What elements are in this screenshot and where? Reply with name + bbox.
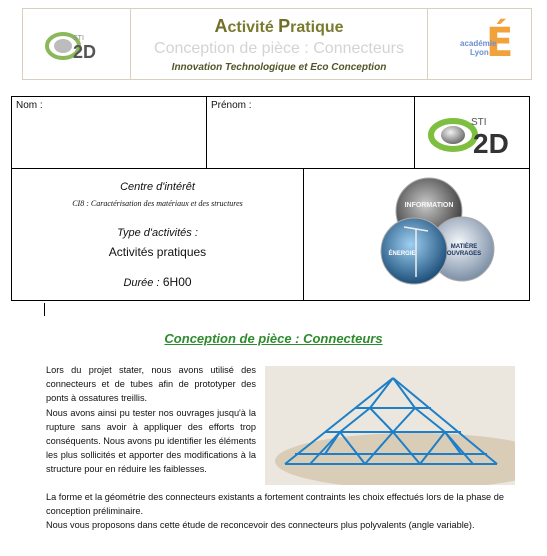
theme-spheres-image: [304, 169, 529, 300]
sphere-label-information: INFORMATION: [404, 202, 454, 209]
paragraph-1: Lors du projet stater, nous avons utilisé des connecteurs et de tubes afin de prototyper des ponts à ossatures treillis.: [46, 365, 256, 404]
name-row: [12, 97, 529, 169]
academie-label: académie: [460, 39, 497, 48]
logo-2d-text: 2D: [473, 128, 509, 157]
academie-logo-cell: [427, 9, 531, 79]
academie-lyon-logo: [456, 21, 526, 69]
sphere-label-matiere: MATIÈRE OUVRAGES: [446, 244, 482, 258]
header-logo-cell: [23, 9, 131, 79]
logo-sti-text: STI: [471, 117, 487, 128]
truss-bridge-photo: [265, 366, 515, 485]
sti2d-logo-small: [37, 27, 119, 63]
nom-label: Nom :: [16, 100, 43, 111]
paragraph-4: Nous vous proposons dans cette étude de reconcevoir des connecteurs plus polyvalents (angle variable).: [46, 520, 475, 531]
prenom-label: Prénom :: [211, 100, 252, 111]
document-header: [22, 8, 532, 80]
header-title-cell: [131, 9, 427, 79]
theme-spheres-cell: [304, 169, 529, 300]
centre-interet-label: Centre d'intérêt: [120, 181, 195, 193]
page-subtitle: Conception de pièce : Connecteurs: [154, 40, 404, 57]
type-activite-label: Type d'activités :: [117, 227, 198, 239]
logo-small-sti: STI: [73, 35, 84, 42]
sphere-label-energie: ÉNERGIE: [388, 251, 416, 257]
body-text-full: [46, 490, 514, 533]
activity-info: [12, 169, 304, 300]
centre-interet-value: CI8 : Caractérisation des matériaux et des structures: [72, 199, 243, 208]
academie-city: Lyon: [470, 48, 489, 57]
duree-label: Durée :: [123, 277, 160, 289]
logo-small-2d: 2D: [73, 42, 97, 62]
section-title: Conception de pièce : Connecteurs: [164, 331, 383, 346]
activity-row: [12, 169, 529, 300]
sti2d-logo-cell: [415, 97, 529, 168]
paragraph-2: Nous avons ainsi pu tester nos ouvrages jusqu'à la rupture sans avoir à appliquer des efforts trop conséquents. Nous avons pu identifier les éléments les plus sollicités et apporter des modifications à la structure pour en réduire les faiblesses.: [46, 407, 256, 475]
duree: [12, 275, 303, 289]
nom-field[interactable]: [12, 97, 207, 168]
prenom-field[interactable]: [207, 97, 415, 168]
page-tagline: Innovation Technologique et Eco Conception: [171, 62, 387, 73]
text-cursor: [44, 303, 45, 316]
student-info-table: [11, 96, 530, 301]
duree-value: 6H00: [162, 275, 192, 289]
type-activite-value: Activités pratiques: [108, 245, 207, 259]
paragraph-3: La forme et la géométrie des connecteurs existants a fortement contraints les choix effectués lors de la phase de conception préliminaire.: [46, 492, 504, 517]
intro-text-left: [46, 363, 256, 477]
truss-bridge-drawing: [265, 366, 515, 485]
sti2d-logo: [423, 107, 523, 157]
page-title: Activité Pratique: [214, 16, 344, 36]
academie-e-letter: É: [486, 20, 514, 66]
